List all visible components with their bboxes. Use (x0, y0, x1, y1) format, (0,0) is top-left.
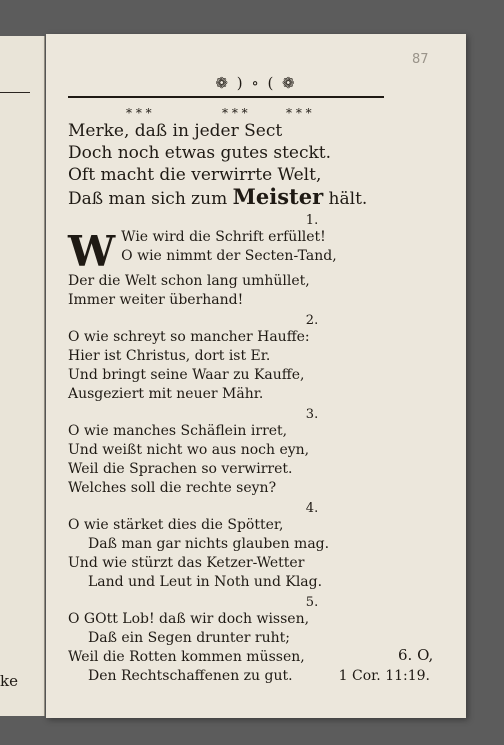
left-page-rule (0, 92, 30, 93)
header-rule (68, 96, 384, 98)
verse-2 (68, 314, 436, 404)
verse-line: O wie stärket dies die Spötter, (68, 517, 284, 533)
page-number: 87 (412, 52, 429, 67)
intro-line: Merke, daß in jeder Sect (68, 121, 283, 141)
verse-1 (68, 214, 436, 310)
verse-line: O wie schreyt so mancher Hauffe: (68, 329, 310, 345)
verse-4 (68, 502, 436, 592)
scripture-reference: 1 Cor. 11:19. (338, 668, 430, 684)
verse-line: O wie manches Schäflein irret, (68, 423, 288, 439)
verse-line: Der die Welt schon lang umhüllet, (68, 273, 310, 289)
star-group: * * * (126, 106, 152, 120)
verse-5 (68, 596, 436, 686)
header-ornament: ❁ ) ∘ ( ❁ (215, 74, 297, 92)
intro-text: hält. (323, 189, 368, 209)
verse-line-text: Den Rechtschaffenen zu gut. (88, 668, 293, 684)
verse-number: 3. (305, 407, 319, 422)
verse-line: O wie nimmt der Secten-Tand, (121, 248, 337, 264)
verse-line: Hier ist Christus, dort ist Er. (68, 348, 271, 364)
intro-stanza (68, 120, 436, 210)
verse-line: Ausgeziert mit neuer Mähr. (68, 386, 264, 402)
verse-line: Wie wird die Schrift erfüllet! (121, 229, 326, 245)
left-page-fragment: ke (0, 672, 18, 690)
verse-line: Daß ein Segen drunter ruht; (88, 630, 291, 646)
verse-number: 4. (305, 501, 319, 516)
verse-line (68, 667, 436, 686)
verse-line: Land und Leut in Noth und Klag. (88, 574, 323, 590)
intro-line: Doch noch etwas gutes steckt. (68, 143, 332, 163)
verse-line: Daß man gar nichts glauben mag. (88, 536, 330, 552)
verse-line: Und bringt seine Waar zu Kauffe, (68, 367, 305, 383)
verse-line: Weil die Rotten kommen müssen, (68, 649, 305, 665)
page-text (68, 120, 436, 686)
verse-line: O GOtt Lob! daß wir doch wissen, (68, 611, 310, 627)
verse-line: Immer weiter überhand! (68, 292, 244, 308)
star-group: * * * (222, 106, 248, 120)
emphasized-word: Meister (232, 184, 324, 209)
left-page-edge (0, 36, 45, 716)
verse-line: Welches soll die rechte seyn? (68, 480, 277, 496)
intro-text: Daß man sich zum (68, 189, 233, 209)
drop-cap: W (68, 227, 116, 276)
intro-line (68, 186, 436, 210)
verse-number: 1. (305, 213, 319, 228)
intro-line: Oft macht die verwirrte Welt, (68, 165, 322, 185)
verse-line: Und wie stürzt das Ketzer-Wetter (68, 555, 305, 571)
verse-number: 2. (305, 313, 319, 328)
verse-line: Weil die Sprachen so verwirret. (68, 461, 293, 477)
catchword: 6. O, (398, 646, 434, 664)
verse-number: 5. (305, 595, 319, 610)
verse-line: Und weißt nicht wo aus noch eyn, (68, 442, 310, 458)
star-group: * * * (286, 106, 312, 120)
verse-3 (68, 408, 436, 498)
book-page (46, 34, 466, 718)
